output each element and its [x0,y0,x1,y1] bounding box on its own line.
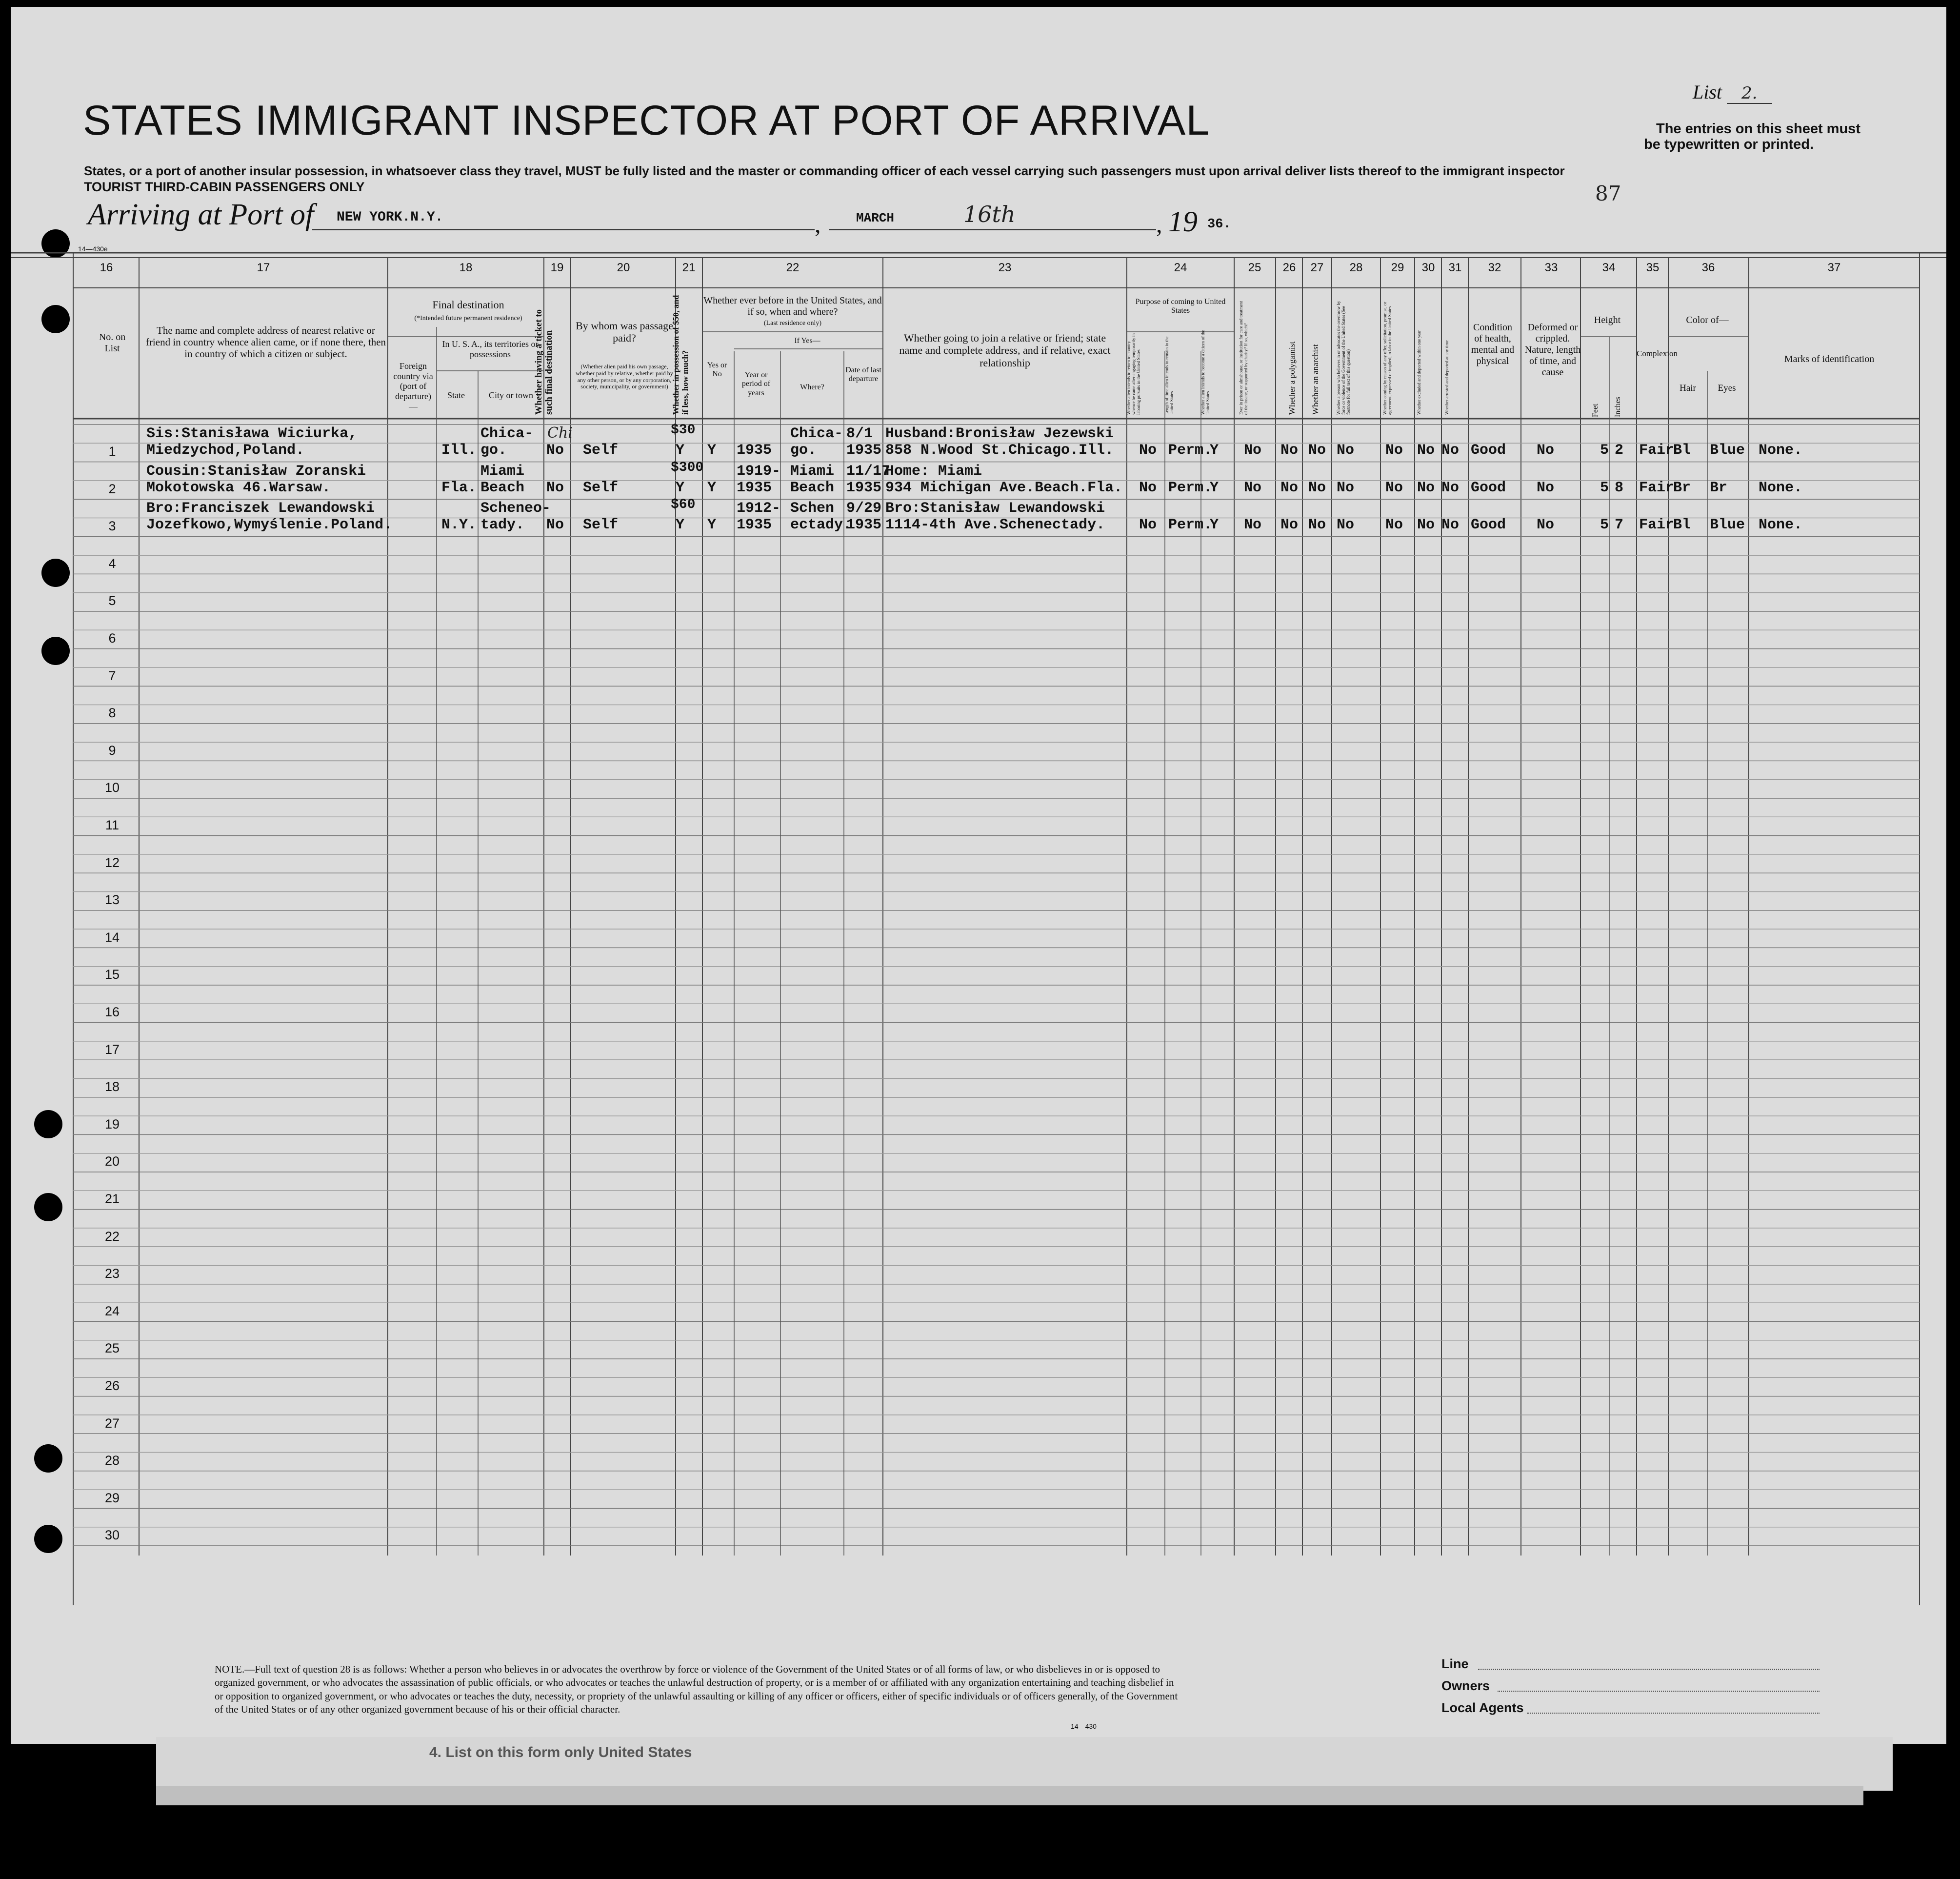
header-q28: Whether a person who believes in or advocates the overthrow by force or violence of the Government of the United States (See footnote for full text of this question) [1336,301,1351,415]
row-number: 12 [104,855,120,870]
entry-ever-before: Y [707,442,717,459]
column-number: 23 [998,261,1012,274]
entry-q29: No [1385,479,1403,496]
entry-complexion: Fair [1639,517,1675,534]
header-city: City or town [488,390,533,400]
entry-q31: No [1441,517,1460,534]
entry-money-mark: Y [676,517,685,534]
row-number: 23 [104,1266,120,1281]
header-year-period: Year or period of years [741,371,771,397]
entry-q29: No [1385,517,1403,534]
entry-ticket: No [546,442,564,459]
column-number: 32 [1488,261,1501,274]
entry-where-line-2: ectady. [790,517,852,534]
header-date-departure: Date of last departure [845,366,881,384]
entry-date-line-2: 1935 [846,442,882,459]
header-ticket: Whether having a ticket to such final destination [534,309,554,415]
entry-feet: 5 [1600,517,1609,534]
list-label-text: List [1693,81,1722,103]
column-number: 24 [1174,261,1187,274]
entry-hair: Br [1673,479,1691,496]
entry-paid-by: Self [583,442,619,459]
entry-year-line-1: 1919- [737,463,781,480]
entry-state: N.Y. [441,517,477,534]
row-number: 28 [104,1453,120,1468]
entry-city-line-1: Miami [480,463,525,480]
column-number: 25 [1248,261,1261,274]
header-relative-address: The name and complete address of nearest relative or friend in country whence alien came, or if none there, then in country of which a citizen or subject. [145,324,386,360]
entry-length: Perm. [1168,517,1213,534]
entry-prison: No [1244,442,1262,459]
instruction-text: States, or a port of another insular possession, in whatsoever class they travel, MUST be fully listed and the master or commanding officer of each vessel carrying such passengers must upon arrival deliver lists thereof to the immigrant inspector [84,163,1565,178]
header-purpose-a: Whether alien intends to return to country whence he came after engaging temporarily in laboring pursuits in the United States [1126,333,1141,415]
header-passage-paid: By whom was passage paid? [576,320,673,344]
entry-year-line-2: 1935 [737,517,772,534]
entry-polygamist: No [1280,479,1299,496]
header-hair: Hair [1680,383,1696,393]
entry-paid-by: Self [583,479,619,496]
entry-anarchist: No [1308,479,1326,496]
header-ever-before: Whether ever before in the United States, and if so, when and where? [703,295,882,317]
entry-money: $60 [671,497,696,513]
row-number: 19 [104,1116,120,1131]
header-deformed: Deformed or crippled. Nature, length of time, and cause [1524,322,1581,378]
entry-marks: None. [1759,517,1803,534]
owners-field[interactable] [1498,1691,1820,1692]
header-height: Height [1594,315,1621,325]
bottom-printed-text: 4. List on this form only United States [429,1744,692,1760]
column-number: 16 [100,261,113,274]
row-number: 3 [108,519,116,534]
local-agents-label: Local Agents [1441,1700,1524,1715]
column-number: 17 [257,261,270,274]
column-number: 30 [1421,261,1435,274]
row-number: 22 [104,1229,120,1244]
entry-inches: 8 [1615,479,1624,496]
row-number: 11 [105,818,120,832]
entry-state: Ill. [441,442,477,459]
entry-join-line-2: 934 Michigan Ave.Beach.Fla. [885,479,1123,496]
entry-health: Good [1471,479,1506,496]
local-agents-field[interactable] [1527,1713,1820,1714]
entry-money-mark: Y [676,479,685,496]
row-number: 8 [108,706,116,721]
header-eyes: Eyes [1718,383,1736,393]
entry-ticket: No [546,479,564,496]
entry-deformed: No [1537,442,1555,459]
entry-relative-line-2: Jozefkowo,Wymyślenie.Poland. [146,517,393,534]
header-join-relative: Whether going to join a relative or friend; state name and complete address, and if relative, exact relationship [899,332,1111,369]
entry-join-line-2: 1114-4th Ave.Schenectady. [885,517,1105,534]
entry-eyes: Br [1710,479,1728,496]
entry-eyes: Blue [1710,442,1745,459]
entry-feet: 5 [1600,479,1609,496]
header-foreign-country: Foreign country via (port of departure)— [393,361,433,411]
entry-city-line-2: Beach [480,479,525,496]
entry-q28: No [1337,479,1355,496]
entry-hair: Bl [1673,517,1691,534]
column-number: 19 [550,261,564,274]
entry-year-line-1: 1912- [737,500,781,517]
entry-return: No [1139,442,1157,459]
column-number: 26 [1282,261,1296,274]
header-q30: Whether excluded and deported within one year [1417,330,1421,415]
entry-length: Perm. [1168,479,1213,496]
entry-complexion: Fair [1639,442,1675,459]
row-number: 26 [104,1378,120,1393]
column-number: 37 [1827,261,1841,274]
column-number: 33 [1544,261,1558,274]
row-number: 2 [108,481,116,496]
header-color-of: Color of— [1686,315,1729,325]
column-number: 28 [1349,261,1363,274]
entry-where-line-1: Schen [790,500,835,517]
row-number: 7 [108,668,116,683]
entry-marks: None. [1759,442,1803,459]
header-q29: Whether coming by reason of any offer, solicitation, promise, or agreement, expressed or implied, to labor in the United States [1382,302,1392,415]
entry-year-line-2: 1935 [737,479,772,496]
column-number: 18 [459,261,473,274]
row-number: 29 [104,1490,120,1505]
list-number: 2. [1727,83,1772,104]
comma: , [815,210,821,238]
entry-health: Good [1471,442,1506,459]
entry-money: $300 [671,460,704,475]
header-health: Condition of health, mental and physical [1471,322,1515,366]
header-state: State [447,390,465,400]
column-number: 34 [1602,261,1616,274]
page-number: 87 [1595,182,1621,205]
header-purpose-b: Length of time alien intends to remain in the United States [1164,336,1174,415]
entry-deformed: No [1537,479,1555,496]
header-final-destination-sub: (*Intended future permanent residence) [414,315,522,322]
row-number: 15 [104,967,120,982]
column-number: 27 [1310,261,1324,274]
entry-health: Good [1471,517,1506,534]
entry-ticket: No [546,517,564,534]
row-number: 20 [104,1154,120,1169]
header-complexion: Complexion [1637,349,1678,358]
header-feet: Feet [1591,404,1600,417]
row-number: 21 [104,1192,120,1206]
entry-anarchist: No [1308,517,1326,534]
entry-ticket-handwritten: Chi [547,424,573,442]
entry-q31: No [1441,442,1460,459]
header-final-destination: Final destination [432,299,504,311]
entry-eyes: Blue [1710,517,1745,534]
entry-complexion: Fair [1639,479,1675,496]
entry-date-line-1: 11/17 [846,463,891,480]
entry-city-line-1: Scheneo- [480,500,551,517]
year-prefix: 19 [1168,205,1198,238]
row-number: 24 [104,1303,120,1318]
row-number: 9 [108,743,116,758]
entry-city-line-1: Chica- [480,425,534,442]
typewritten-note-2: be typewritten or printed. [1644,137,1814,152]
row-number: 16 [104,1005,120,1019]
entry-length: Perm. [1168,442,1213,459]
row-number: 13 [104,892,120,908]
entry-date-line-1: 8/1 [846,425,873,442]
entry-join-line-1: Husband:Bronisław Jezewski [885,425,1114,442]
entry-state: Fla. [441,479,477,496]
line-label: Line [1441,1657,1469,1671]
entry-ever-before: Y [707,517,717,534]
row-number: 4 [108,556,116,571]
entry-join-line-2: 858 N.Wood St.Chicago.Ill. [885,442,1114,459]
row-number: 10 [104,780,120,795]
entry-q28: No [1337,517,1355,534]
form-code: 14—430e [78,245,108,253]
header-last-residence: (Last residence only) [763,320,822,327]
entry-where-line-2: go. [790,442,817,459]
header-in-usa: In U. S. A., its territories or possessions [442,339,539,359]
comma: , [1156,210,1162,238]
header-anarchist: Whether an anarchist [1311,344,1320,415]
entry-q29: No [1385,442,1403,459]
entry-prison: No [1244,479,1262,496]
entry-inches: 7 [1615,517,1624,534]
footnote-code: 14—430 [1071,1722,1097,1730]
column-number: 20 [617,261,630,274]
entry-join-line-1: Home: Miami [885,463,982,480]
entry-relative-line-1: Cousin:Stanisław Zoranski [146,463,366,480]
entry-city-line-2: go. [480,442,507,459]
header-where: Where? [800,383,824,391]
entry-ever-before: Y [707,479,717,496]
row-number: 6 [108,631,116,646]
entry-where-line-2: Beach [790,479,835,496]
page-title: STATES IMMIGRANT INSPECTOR AT PORT OF ARRIVAL [83,97,1210,144]
class-line: TOURIST THIRD-CABIN PASSENGERS ONLY [84,180,365,194]
header-yes-no: Yes or No [707,361,727,379]
header-polygamist: Whether a polygamist [1287,341,1297,415]
entry-citizen: Y [1210,517,1219,534]
port-value: NEW YORK.N.Y. [337,210,443,225]
entry-money: $30 [671,423,696,438]
entry-q30: No [1417,442,1435,459]
arriving-label: Arriving at Port of [88,198,314,231]
entry-polygamist: No [1280,517,1299,534]
entry-q28: No [1337,442,1355,459]
footnote-q28: NOTE.—Full text of question 28 is as follows: Whether a person who believes in or advocates the overthrow by force or violence of the Government of the United States or of all forms of law, or who disbelieves in or is opposed to organized government, or who advocates the assassination of public officials, or who advocates or teaches the unlawful destruction of property, or is a member of or affiliated with any organization entertaining and teaching disbelief in or opposition to organized government, or who advocates or teaches the duty, necessity, or propriety of the unlawful assaulting or killing of any officer or officers, either of specific individuals or of officers generally, of the Government of the United States or of any other organized government because of his or their official character. [215,1663,1178,1715]
entry-year: 1935 [737,442,772,459]
column-number: 36 [1701,261,1715,274]
column-number: 29 [1391,261,1404,274]
month-value: MARCH [856,211,895,225]
column-number: 22 [786,261,800,274]
day-value: 16th [963,201,1016,227]
line-field[interactable] [1478,1669,1820,1670]
header-no-on-list: No. on List [99,332,126,354]
entry-money-mark: Y [676,442,685,459]
entry-join-line-1: Bro:Stanisław Lewandowski [885,500,1105,517]
row-number: 14 [104,929,120,945]
column-number: 35 [1646,261,1660,274]
entry-q30: No [1417,479,1435,496]
entry-date-line-2: 1935 [846,517,882,534]
entry-polygamist: No [1280,442,1299,459]
entry-marks: None. [1759,479,1803,496]
header-possession-50: Whether in possession of $50, and if less, how much? [671,295,690,415]
entry-date-line-1: 9/29 [846,500,882,517]
entry-relative-line-2: Mokotowska 46.Warsaw. [146,479,331,496]
header-purpose-c: Whether alien intends to become a citizen of the United States [1200,330,1210,415]
row-number: 17 [104,1042,120,1057]
entry-feet: 5 [1600,442,1609,459]
entry-city-line-2: tady. [480,517,525,534]
entry-deformed: No [1537,517,1555,534]
entry-where-line-1: Miami [790,463,835,480]
year-suffix: 36. [1207,217,1231,232]
entry-relative-line-1: Sis:Stanisława Wiciurka, [146,425,358,442]
entry-anarchist: No [1308,442,1326,459]
entry-q31: No [1441,479,1460,496]
header-q31: Whether arrested and deported at any time [1444,340,1449,415]
entry-where-line-1: Chica- [790,425,843,442]
entry-citizen: Y [1210,442,1219,459]
entry-q30: No [1417,517,1435,534]
header-passage-paid-sub: (Whether alien paid his own passage, whether paid by relative, whether paid by any other person, or by any corporation, society, municipality, or government) [576,363,673,390]
header-purpose: Purpose of coming to United States [1135,298,1226,315]
entry-hair: Bl [1673,442,1691,459]
column-number: 21 [682,261,696,274]
header-inches: Inches [1614,397,1622,417]
entry-paid-by: Self [583,517,619,534]
header-marks: Marks of identification [1784,354,1875,364]
header-prison: Ever in prison or almshouse, or institution for care and treatment of the insane, or supported by charity? If so, which? [1239,301,1248,415]
row-number: 27 [104,1415,120,1431]
entry-return: No [1139,479,1157,496]
entry-relative-line-2: Miedzychod,Poland. [146,442,305,459]
entry-prison: No [1244,517,1262,534]
row-number: 25 [104,1341,120,1356]
row-number: 30 [104,1528,120,1543]
header-if-yes: If Yes— [794,337,820,345]
row-number: 18 [104,1079,120,1094]
entry-inches: 2 [1615,442,1624,459]
entry-citizen: Y [1210,479,1219,496]
entry-date-line-2: 1935 [846,479,882,496]
entry-relative-line-1: Bro:Franciszek Lewandowski [146,500,375,517]
owners-label: Owners [1441,1678,1490,1693]
entry-return: No [1139,517,1157,534]
row-number: 1 [108,444,116,459]
row-number: 5 [108,593,116,608]
column-number: 31 [1448,261,1462,274]
typewritten-note-1: The entries on this sheet must [1656,121,1860,137]
